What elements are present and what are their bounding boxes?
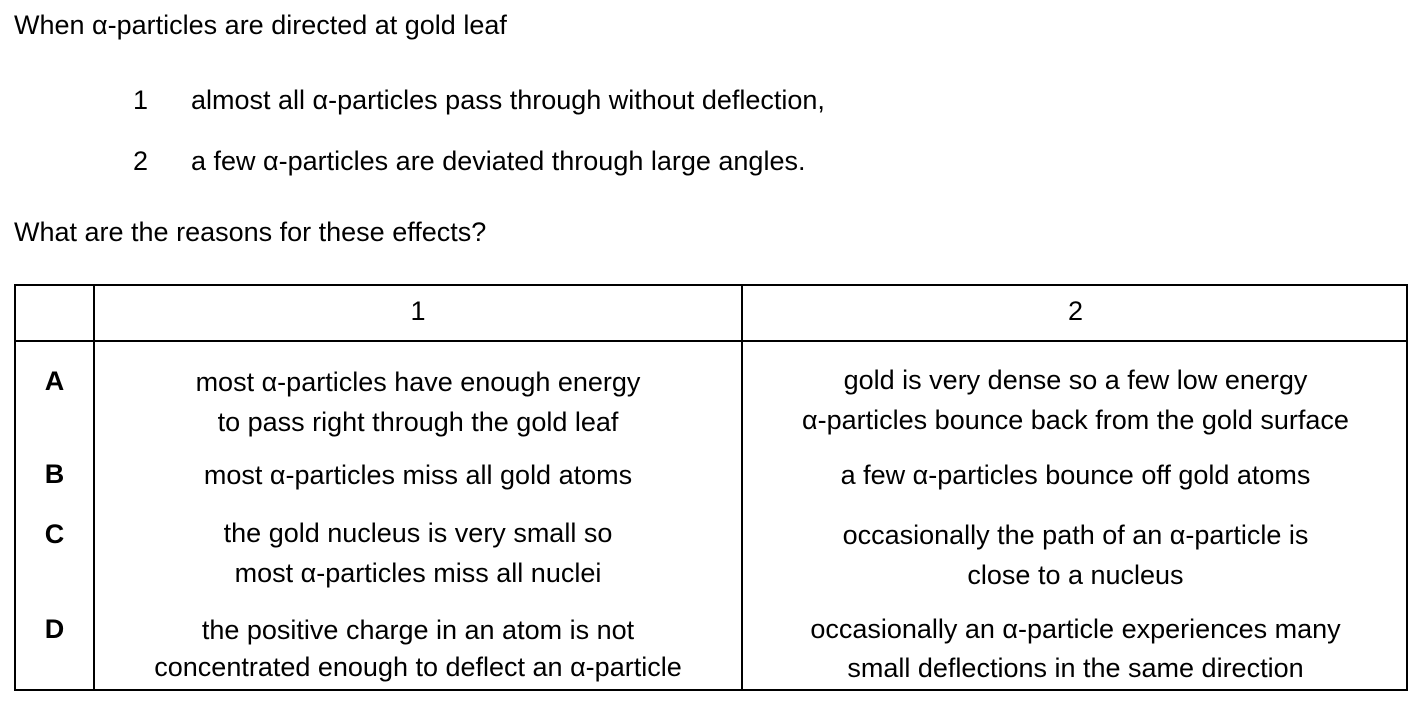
option-d-reason-1-line-2: concentrated enough to deflect an α-particle	[154, 652, 682, 682]
option-b-reason-1	[95, 455, 741, 495]
option-a-reason-1-line-1: most α-particles have enough energy	[195, 367, 641, 397]
option-a-reason-1	[95, 362, 741, 442]
statement-2-number: 2	[133, 146, 149, 176]
option-letter-a: A	[44, 366, 65, 396]
option-a-reason-1-line-2: to pass right through the gold leaf	[217, 407, 619, 437]
option-a-reason-2	[743, 360, 1408, 440]
option-c-reason-2-line-1: occasionally the path of an α-particle is	[842, 520, 1309, 550]
option-c-reason-2-line-2: close to a nucleus	[967, 560, 1184, 590]
options-table	[14, 284, 1408, 691]
option-b-reason-1-line-1: most α-particles miss all gold atoms	[203, 460, 633, 490]
statement-1-text: almost all α-particles pass through without deflection,	[191, 85, 825, 115]
option-d-reason-1	[95, 612, 741, 686]
column-header-1: 1	[410, 296, 426, 326]
option-letter-b: B	[44, 459, 65, 489]
option-d-reason-2-line-2: small deflections in the same direction	[847, 653, 1304, 683]
question-prompt: What are the reasons for these effects?	[14, 217, 487, 247]
option-d-reason-2-line-1: occasionally an α-particle experiences many	[810, 614, 1341, 644]
option-d-reason-1-line-1: the positive charge in an atom is not	[201, 615, 635, 645]
statement-1-number: 1	[133, 85, 149, 115]
option-c-reason-1	[95, 513, 741, 593]
option-a-reason-2-line-1: gold is very dense so a few low energy	[843, 365, 1308, 395]
option-a-reason-2-line-2: α-particles bounce back from the gold surface	[802, 405, 1349, 435]
statement-2-text: a few α-particles are deviated through large angles.	[191, 146, 806, 176]
option-letter-c: C	[44, 519, 65, 549]
option-c-reason-1-line-2: most α-particles miss all nuclei	[234, 558, 602, 588]
table-header-divider	[16, 340, 1406, 342]
option-letter-d: D	[44, 614, 65, 644]
option-c-reason-1-line-1: the gold nucleus is very small so	[223, 518, 613, 548]
option-b-reason-2-line-1: a few α-particles bounce off gold atoms	[840, 460, 1311, 490]
question-intro: When α-particles are directed at gold leaf	[14, 10, 507, 40]
column-header-2: 2	[1067, 296, 1084, 326]
option-b-reason-2	[743, 455, 1408, 495]
option-d-reason-2	[743, 610, 1408, 688]
option-c-reason-2	[743, 515, 1408, 595]
